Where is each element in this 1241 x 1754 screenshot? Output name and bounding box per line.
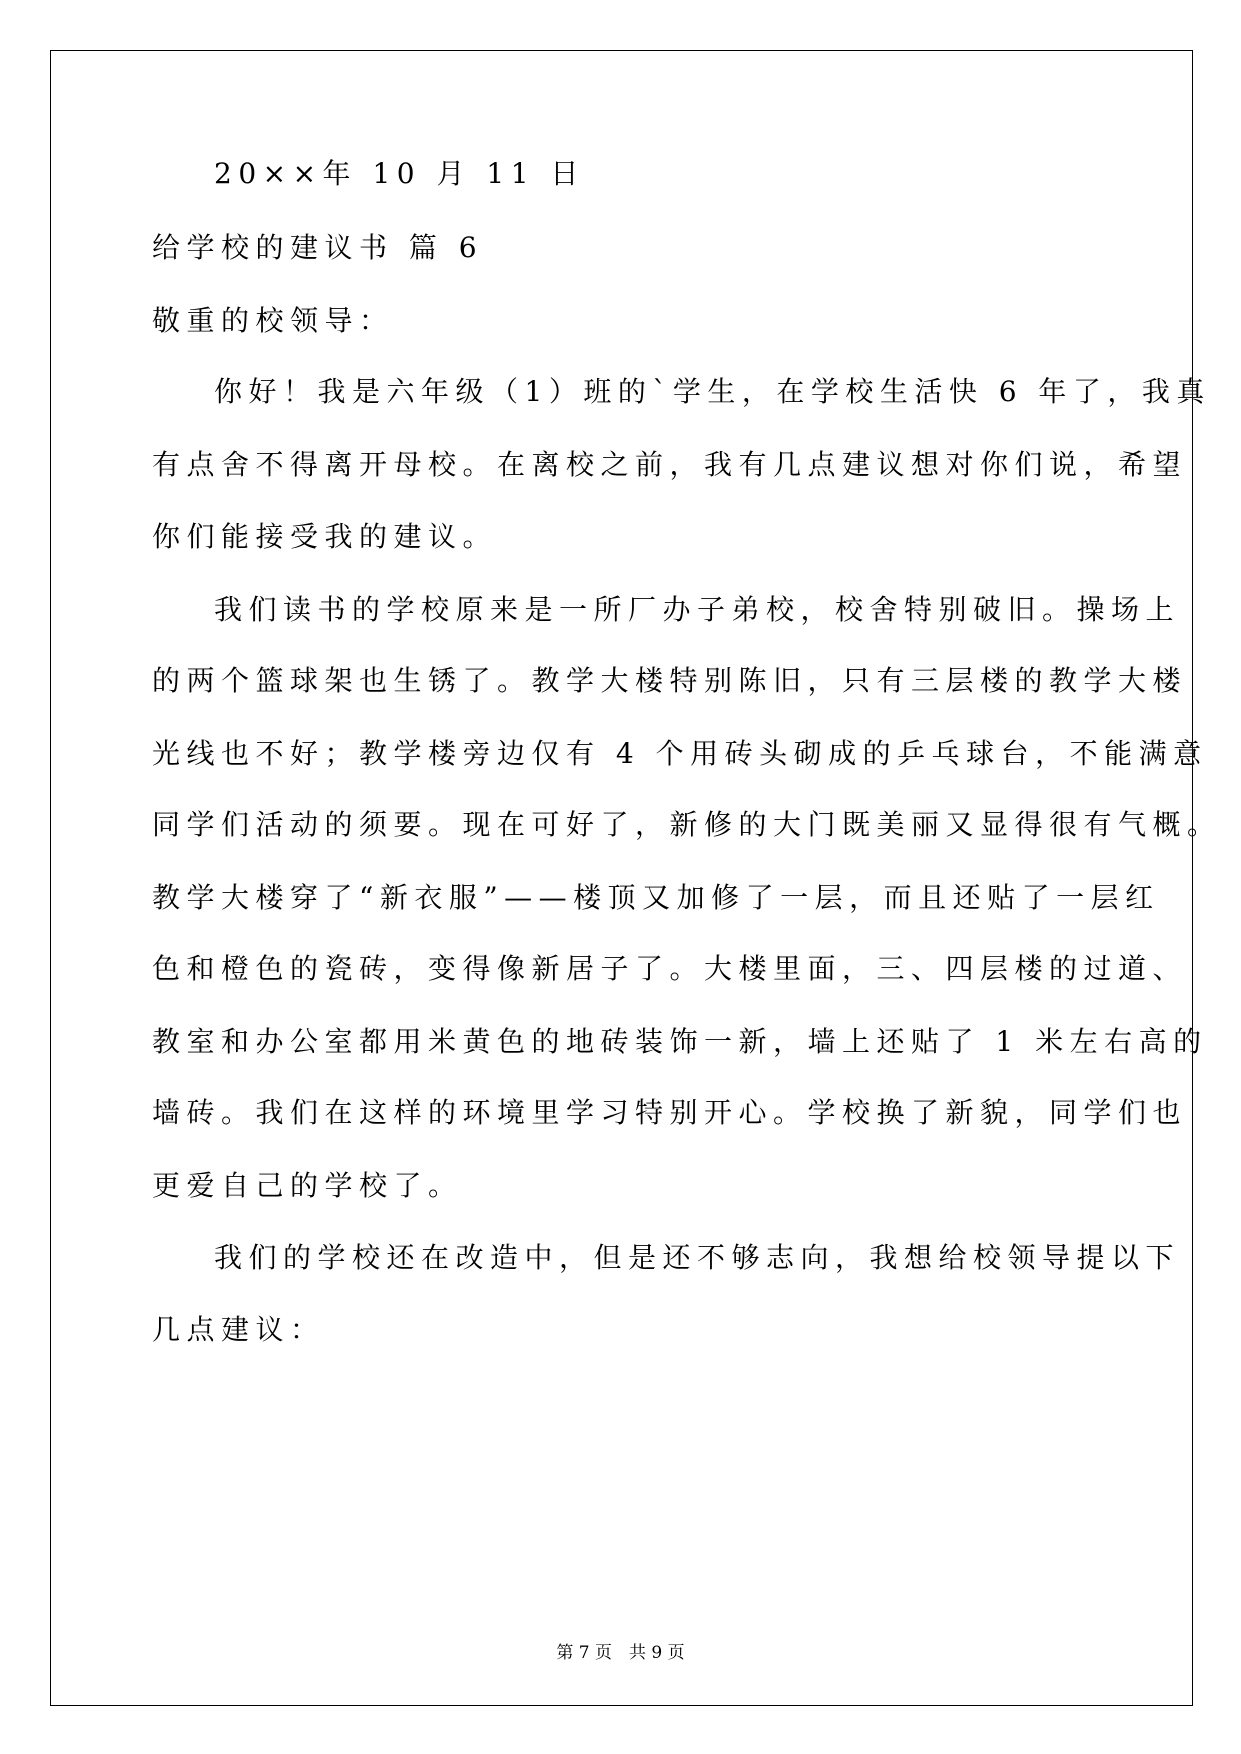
paragraph-2-line-1: 我们读书的学校原来是一所厂办子弟校，校舍特别破旧。操场上: [214, 593, 1181, 626]
paragraph-2-line-3: 光线也不好；教学楼旁边仅有 4 个用砖头砌成的乒乓球台，不能满意: [152, 737, 1208, 770]
paragraph-1-line-2: 有点舍不得离开母校。在离校之前，我有几点建议想对你们说，希望: [152, 448, 1188, 481]
page-border: [50, 50, 1193, 1706]
paragraph-2-line-8: 墙砖。我们在这样的环境里学习特别开心。学校换了新貌，同学们也: [152, 1096, 1188, 1129]
date-line: 20××年 10 月 11 日: [214, 157, 585, 190]
paragraph-1-line-3: 你们能接受我的建议。: [152, 520, 498, 553]
paragraph-2-line-9: 更爱自己的学校了。: [152, 1169, 463, 1202]
salutation: 敬重的校领导：: [152, 304, 394, 337]
paragraph-3-line-1: 我们的学校还在改造中，但是还不够志向，我想给校领导提以下: [214, 1241, 1181, 1274]
paragraph-2-line-6: 色和橙色的瓷砖，变得像新居子了。大楼里面，三、四层楼的过道、: [152, 952, 1188, 985]
page-number-footer: 第 7 页 共 9 页: [556, 1643, 685, 1663]
paragraph-3-line-2: 几点建议：: [152, 1313, 325, 1346]
paragraph-2-line-4: 同学们活动的须要。现在可好了，新修的大门既美丽又显得很有气概。: [152, 808, 1222, 841]
paragraph-1-line-1: 你好！我是六年级（1）班的`学生，在学校生活快 6 年了，我真: [214, 375, 1211, 408]
paragraph-2-line-5: 教学大楼穿了“新衣服”——楼顶又加修了一层，而且还贴了一层红: [152, 881, 1160, 914]
heading: 给学校的建议书 篇 6: [152, 231, 484, 264]
paragraph-2-line-2: 的两个篮球架也生锈了。教学大楼特别陈旧，只有三层楼的教学大楼: [152, 664, 1188, 697]
paragraph-2-line-7: 教室和办公室都用米黄色的地砖装饰一新，墙上还贴了 1 米左右高的: [152, 1025, 1208, 1058]
